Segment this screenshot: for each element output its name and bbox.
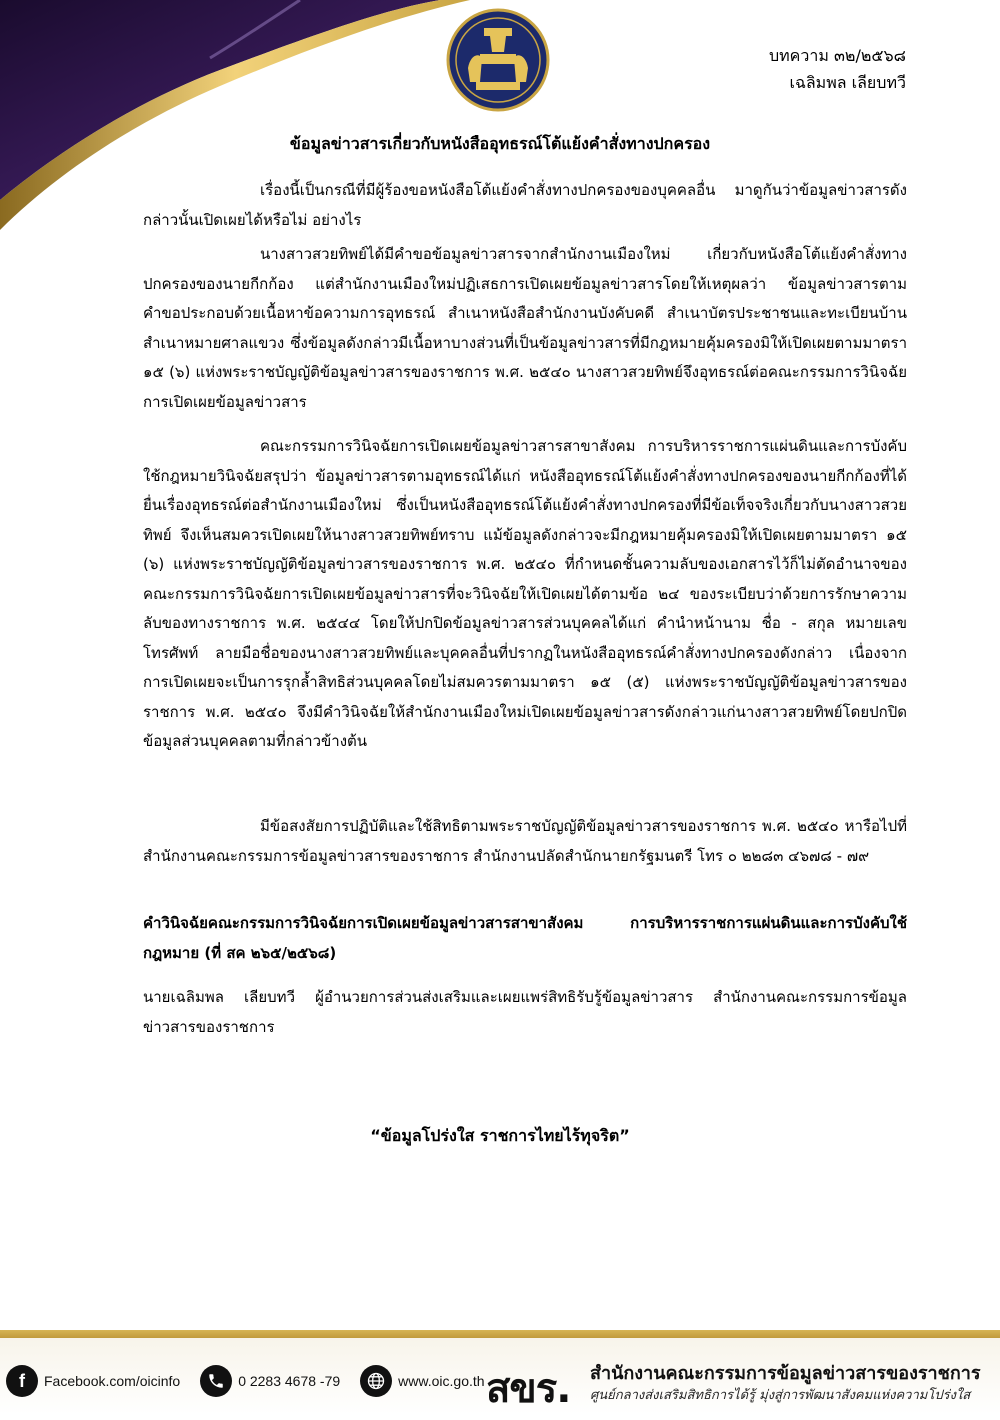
organization-tagline: ศูนย์กลางส่งเสริมสิทธิการได้รู้ มุ่งสู่การพัฒนาสังคมแห่งความโปร่งใส	[590, 1388, 971, 1403]
slogan: “ข้อมูลโปร่งใส ราชการไทยไร้ทุจริต”	[370, 1126, 630, 1145]
paragraph-decision: คณะกรรมการวินิจฉัยการเปิดเผยข้อมูลข่าวสารสาขาสังคม การบริหารราชการแผ่นดินและการบังคับใช้กฎหมายวินิจฉัยสรุปว่า ข้อมูลข่าวสารตามอุทธรณ์ได้แก่ หนังสืออุทธรณ์โต้แย้งคำสั่งทางปกครองของนายกีกก้องที่ได้ยื่นเรื่องอุทธรณ์ต่อสำนักงานเมืองใหม่ ซึ่งเป็นหนังสืออุทธรณ์โต้แย้งคำสั่งทางปกครองที่มีข้อเท็จจริงเกี่ยวกับนางสาวสวยทิพย์ จึงเห็นสมควรเปิดเผยให้นางสาวสวยทิพย์ทราบ แม้ข้อมูลดังกล่าวจะมีกฎหมายคุ้มครองมิให้เปิดเผยตามมาตรา ๑๕ (๖) แห่งพระราชบัญญัติข้อมูลข่าวสารของราชการ พ.ศ. ๒๕๔๐ ที่กำหนดชั้นความลับของเอกสารไว้ก็ไม่ตัดอำนาจของคณะกรรมการวินิจฉัยการเปิดเผยข้อมูลข่าวสารที่จะวินิจฉัยให้เปิดเผยได้ตามข้อ ๒๔ ของระเบียบว่าด้วยการรักษาความลับของทางราชการ พ.ศ. ๒๕๔๔ โดยให้ปกปิดข้อมูลข่าวสารส่วนบุคคลได้แก่ คำนำหน้านาม ชื่อ - สกุล หมายเลขโทรศัพท์ ลายมือชื่อของนางสาวสวยทิพย์และบุคคลอื่นที่ปรากฏในหนังสืออุทธรณ์คำสั่งทางปกครองดังกล่าว เนื่องจากการเปิดเผยจะเป็นการรุกล้ำสิทธิส่วนบุคคลโดยไม่สมควรตามมาตรา ๑๕ (๕) แห่งพระราชบัญญัติข้อมูลข่าวสารของราชการ พ.ศ. ๒๕๔๐ จึงมีคำวินิจฉัยให้สำนักงานเมืองใหม่เปิดเผยข้อมูลข่าวสารดังกล่าวแก่นางสาวสวยทิพย์โดยปกปิดข้อมูลส่วนบุคคลตามที่กล่าวข้างต้น	[143, 437, 907, 750]
article-number: บทความ ๓๒/๒๕๖๘	[768, 46, 906, 65]
paragraph-contact: มีข้อสงสัยการปฏิบัติและใช้สิทธิตามพระราชบัญญัติข้อมูลข่าวสารของราชการ พ.ศ. ๒๕๔๐ หารือไปที่ สำนักงานคณะกรรมการข้อมูลข่าวสารของราชการ สำนักงานปลัดสำนักนายกรัฐมนตรี โทร ๐ ๒๒๘๓ ๔๖๗๘ - ๗๙	[143, 817, 907, 865]
organization-name: สำนักงานคณะกรรมการข้อมูลข่าวสารของราชการ	[590, 1363, 981, 1384]
phone-icon	[200, 1365, 232, 1397]
paragraph-intro: เรื่องนี้เป็นกรณีที่มีผู้ร้องขอหนังสือโต้แย้งคำสั่งทางปกครองของบุคคลอื่น มาดูกันว่าข้อมูลข่าวสารดังกล่าวนั้นเปิดเผยได้หรือไม่ อย่างไร	[143, 181, 907, 229]
article-author: เฉลิมพล เลียบทวี	[789, 73, 906, 92]
footer	[0, 1330, 1000, 1414]
article-meta	[769, 42, 906, 96]
footer-contacts	[6, 1362, 485, 1400]
author-line: นายเฉลิมพล เลียบทวี ผู้อำนวยการส่วนส่งเสริมและเผยแพร่สิทธิรับรู้ข้อมูลข่าวสาร สำนักงานคณะกรรมการข้อมูลข่าวสารของราชการ	[143, 988, 907, 1036]
footer-gold-line	[0, 1330, 1000, 1338]
facebook-icon[interactable]: f	[6, 1365, 38, 1397]
website-link[interactable]: www.oic.go.th	[398, 1373, 485, 1389]
government-emblem-logo	[446, 8, 550, 112]
document-title: ข้อมูลข่าวสารเกี่ยวกับหนังสืออุทธรณ์โต้แย้งคำสั่งทางปกครอง	[289, 134, 711, 153]
paragraph-facts: นางสาวสวยทิพย์ได้มีคำขอข้อมูลข่าวสารจากสำนักงานเมืองใหม่ เกี่ยวกับหนังสือโต้แย้งคำสั่งทางปกครองของนายกีกก้อง แต่สำนักงานเมืองใหม่ปฏิเสธการเปิดเผยข้อมูลข่าวสารโดยให้เหตุผลว่า ข้อมูลข่าวสารตามคำขอประกอบด้วยเนื้อหาข้อความการอุทธรณ์ สำเนาหนังสือสำนักงานบังคับคดี สำเนาบัตรประชาชนและทะเบียนบ้าน สำเนาหมายศาลแขวง ซึ่งข้อมูลดังกล่าวมีเนื้อหาบางส่วนที่เป็นข้อมูลข่าวสารที่มีกฎหมายคุ้มครองมิให้เปิดเผยตามมาตรา ๑๕ (๖) แห่งพระราชบัญญัติข้อมูลข่าวสารของราชการ พ.ศ. ๒๕๔๐ นางสาวสวยทิพย์จึงอุทธรณ์ต่อคณะกรรมการวินิจฉัยการเปิดเผยข้อมูลข่าวสาร	[143, 245, 907, 411]
ruling-reference: คำวินิจฉัยคณะกรรมการวินิจฉัยการเปิดเผยข้อมูลข่าวสารสาขาสังคม การบริหารราชการแผ่นดินและการบังคับใช้กฎหมาย (ที่ สค ๒๖๕/๒๕๖๘)	[143, 914, 907, 962]
globe-icon	[360, 1365, 392, 1397]
facebook-link[interactable]: Facebook.com/oicinfo	[44, 1373, 181, 1389]
phone-number: 0 2283 4678 -79	[238, 1373, 341, 1389]
oic-logo-mark: สขร.	[486, 1366, 571, 1412]
